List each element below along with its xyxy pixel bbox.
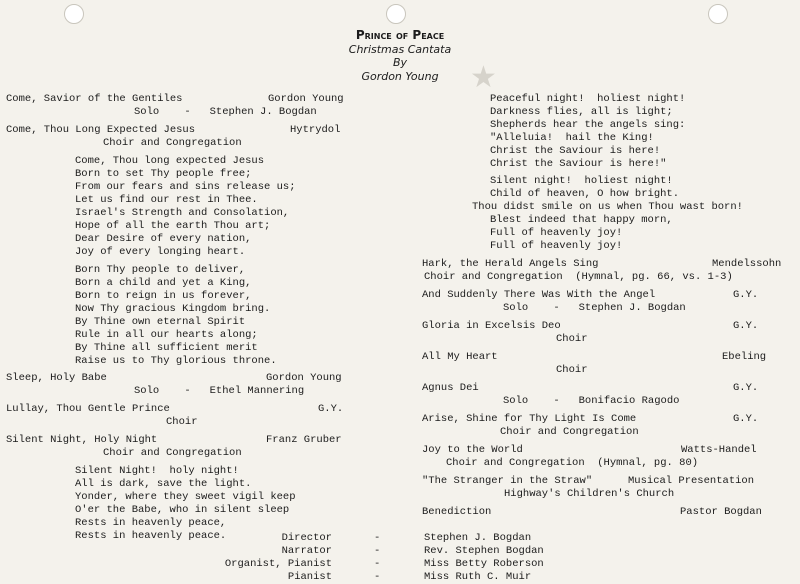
item-title: Come, Thou Long Expected Jesus	[6, 124, 196, 136]
item-title: Benediction	[422, 506, 492, 518]
verse-line: Dear Desire of every nation,	[75, 233, 252, 245]
verse-line: Child of heaven, O how bright.	[490, 188, 680, 200]
item-performer: Solo - Stephen J. Bogdan	[503, 302, 686, 314]
item-title: Lullay, Thou Gentle Prince	[6, 403, 170, 415]
verse-line: Born a child and yet a King,	[75, 277, 252, 289]
item-performer: Choir and Congregation	[103, 447, 242, 459]
verse-line: Yonder, where they sweet vigil keep	[75, 491, 296, 503]
verse-line: Silent night! holiest night!	[490, 175, 673, 187]
item-composer: Musical Presentation	[628, 475, 755, 487]
program-by: By	[392, 56, 408, 69]
item-title: Hark, the Herald Angels Sing	[422, 258, 599, 270]
item-composer: Watts-Handel	[681, 444, 757, 456]
verse-line: Christ the Saviour is here!	[490, 145, 661, 157]
verse-line: Born Thy people to deliver,	[75, 264, 246, 276]
item-title: Sleep, Holy Babe	[6, 372, 107, 384]
verse-line: Born to set Thy people free;	[75, 168, 252, 180]
verse-line: Blest indeed that happy morn,	[490, 214, 673, 226]
credit-role: Pianist	[287, 571, 332, 583]
verse-line: Darkness flies, all is light;	[490, 106, 673, 118]
verse-line: Peaceful night! holiest night!	[490, 93, 686, 105]
item-composer: Gordon Young	[268, 93, 344, 105]
verse-line: Rests in heavenly peace.	[75, 530, 227, 542]
item-composer: Mendelssohn	[712, 258, 782, 270]
verse-line: Hope of all the earth Thou art;	[75, 220, 271, 232]
program-composer: Gordon Young	[361, 70, 439, 83]
verse-line: Born to reign in us forever,	[75, 290, 252, 302]
item-title: Come, Savior of the Gentiles	[6, 93, 183, 105]
item-performer: Solo - Bonifacio Ragodo	[503, 395, 680, 407]
credit-dash: -	[374, 532, 381, 544]
credit-role: Narrator	[281, 545, 332, 557]
program-subtitle: Christmas Cantata	[348, 43, 452, 56]
credit-name: Miss Betty Roberson	[424, 558, 544, 570]
verse-line: Come, Thou long expected Jesus	[75, 155, 265, 167]
item-performer: Choir	[556, 333, 588, 345]
verse-line: Israel's Strength and Consolation,	[75, 207, 290, 219]
verse-line: From our fears and sins release us;	[75, 181, 296, 193]
verse-line: "Alleluia! hail the King!	[490, 132, 654, 144]
credit-role: Director	[281, 532, 332, 544]
item-title: "The Stranger in the Straw"	[422, 475, 593, 487]
item-composer: G.Y.	[318, 403, 344, 415]
item-composer: G.Y.	[733, 289, 759, 301]
item-title: And Suddenly There Was With the Angel	[422, 289, 656, 301]
item-composer: G.Y.	[733, 413, 759, 425]
item-title: Joy to the World	[422, 444, 523, 456]
verse-line: Christ the Saviour is here!"	[490, 158, 667, 170]
verse-line: Joy of every longing heart.	[75, 246, 246, 258]
verse-line: Rule in all our hearts along;	[75, 329, 258, 341]
item-composer: Pastor Bogdan	[680, 506, 762, 518]
verse-line: Silent Night! holy night!	[75, 465, 239, 477]
item-title: Agnus Dei	[422, 382, 479, 394]
verse-line: All is dark, save the light.	[75, 478, 252, 490]
verse-line: Full of heavenly joy!	[490, 227, 623, 239]
punch-hole-left	[64, 4, 84, 24]
item-performer: Choir	[556, 364, 588, 376]
item-composer: Gordon Young	[266, 372, 342, 384]
credit-dash: -	[374, 571, 381, 583]
item-composer: G.Y.	[733, 320, 759, 332]
item-performer: Solo - Ethel Mannering	[134, 385, 305, 397]
credit-dash: -	[374, 545, 381, 557]
item-title: Gloria in Excelsis Deo	[422, 320, 561, 332]
verse-line: Full of heavenly joy!	[490, 240, 623, 252]
punch-hole-center	[386, 4, 406, 24]
verse-line: Let us find our rest in Thee.	[75, 194, 258, 206]
item-composer: G.Y.	[733, 382, 759, 394]
item-performer: Choir and Congregation	[500, 426, 639, 438]
item-composer: Ebeling	[722, 351, 767, 363]
verse-line: Raise us to Thy glorious throne.	[75, 355, 277, 367]
item-title: Arise, Shine for Thy Light Is Come	[422, 413, 637, 425]
verse-line: By Thine own eternal Spirit	[75, 316, 246, 328]
verse-line: Now Thy gracious Kingdom bring.	[75, 303, 271, 315]
item-composer: Franz Gruber	[266, 434, 342, 446]
item-performer: Choir	[166, 416, 198, 428]
credit-dash: -	[374, 558, 381, 570]
verse-line: Shepherds hear the angels sing:	[490, 119, 686, 131]
item-performer: Choir and Congregation (Hymnal, pg. 66, vs. 1-3)	[424, 271, 733, 283]
bleed-through-decoration: ★	[470, 60, 497, 95]
item-performer: Choir and Congregation (Hymnal, pg. 80)	[446, 457, 699, 469]
program-title: Prince of Peace	[355, 28, 445, 42]
credit-name: Miss Ruth C. Muir	[424, 571, 532, 583]
verse-line: O'er the Babe, who in silent sleep	[75, 504, 290, 516]
item-performer: Solo - Stephen J. Bogdan	[134, 106, 317, 118]
item-title: All My Heart	[422, 351, 498, 363]
punch-hole-right	[708, 4, 728, 24]
verse-line: By Thine all sufficient merit	[75, 342, 258, 354]
item-performer: Choir and Congregation	[103, 137, 242, 149]
credit-name: Rev. Stephen Bogdan	[424, 545, 544, 557]
verse-line: Rests in heavenly peace,	[75, 517, 227, 529]
item-title: Silent Night, Holy Night	[6, 434, 158, 446]
item-composer: Hytrydol	[290, 124, 341, 136]
credit-name: Stephen J. Bogdan	[424, 532, 532, 544]
item-performer: Highway's Children's Church	[504, 488, 675, 500]
credit-role: Organist, Pianist	[224, 558, 332, 570]
verse-line: Thou didst smile on us when Thou wast born!	[472, 201, 743, 213]
